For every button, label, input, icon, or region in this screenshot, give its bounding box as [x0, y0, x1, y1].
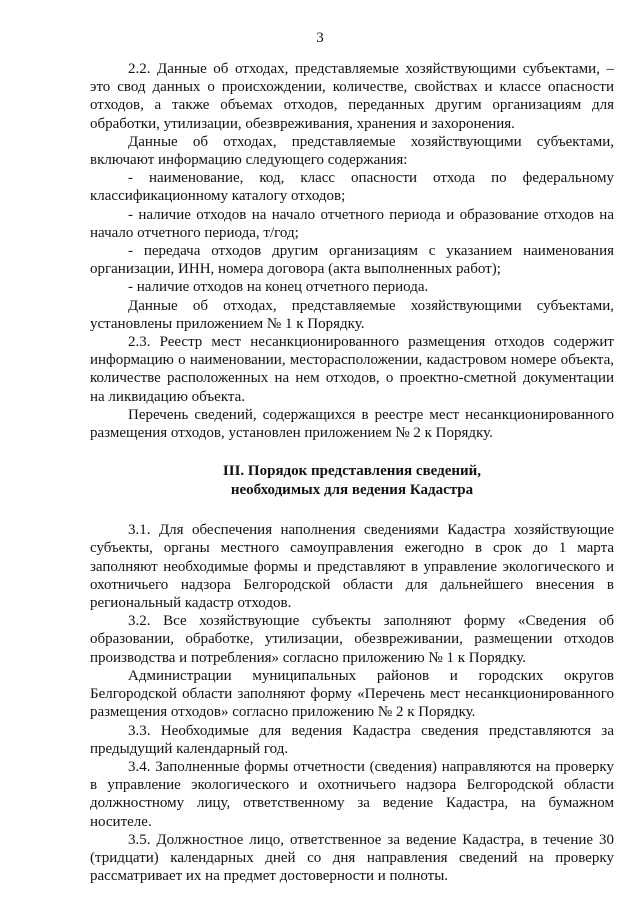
section-heading-line-1: III. Порядок представления сведений,	[222, 463, 482, 480]
page-number: 3	[316, 30, 324, 46]
paragraph-administrations: Администрации муниципальных районов и городских округов Белгородской области заполняют форму «Перечень мест несанкционированного размещения отходов» согласно приложению № 2 к Порядку.	[90, 667, 614, 721]
paragraph-2-3: 2.3. Реестр мест несанкционированного размещения отходов содержит информацию о наименовании, месторасположении, кадастровом номере объекта, количестве расположенных на нем отходов, о проектно-сметной документации на ликвидацию объекта.	[90, 334, 614, 405]
paragraph-appendix-1: Данные об отходах, представляемые хозяйствующими субъектами, установлены приложением № 1 к Порядку.	[90, 297, 614, 332]
paragraph-2-2: 2.2. Данные об отходах, представляемые хозяйствующими субъектами, – это свод данных о происхождении, количестве, свойствах и классе опасности отходов, а также объемах отходов, переданных другим организациям для обработки, утилизации, обезвреживания, хранения и захоронения.	[90, 61, 614, 132]
list-item-waste-transfer: - передача отходов другим организациям с указанием наименования организации, ИНН, номера договора (акта выполненных работ);	[90, 243, 614, 278]
document-body	[90, 60, 614, 885]
paragraph-3-1: 3.1. Для обеспечения наполнения сведениями Кадастра хозяйствующие субъекты, органы местного самоуправления ежегодно в срок до 1 марта заполняют необходимые формы и представляют в управление экологического и охотничьего надзора Белгородской области для дальнейшего внесения в региональный кадастр отходов.	[90, 522, 614, 612]
section-heading	[90, 462, 614, 500]
paragraph-3-2: 3.2. Все хозяйствующие субъекты заполняют форму «Сведения об образовании, обработке, утилизации, обезвреживании, размещении отходов производства и потребления» согласно приложению № 1 к Порядку.	[90, 613, 614, 666]
paragraph-3-4: 3.4. Заполненные формы отчетности (сведения) направляются на проверку в управление экологического и охотничьего надзора Белгородской области должностному лицу, ответственному за ведение Кадастра, на бумажном носителе.	[90, 758, 614, 830]
paragraph-3-5: 3.5. Должностное лицо, ответственное за ведение Кадастра, в течение 30 (тридцати) календарных дней со дня направления сведений на проверку рассматривает их на предмет достоверности и полноты.	[90, 831, 614, 885]
paragraph-waste-data-contents: Данные об отходах, представляемые хозяйствующими субъектами, включают информацию следующего содержания:	[90, 133, 614, 169]
list-item-name-code-class: - наименование, код, класс опасности отхода по федеральному классификационному каталогу отходов;	[90, 170, 614, 205]
list-item-waste-at-end: - наличие отходов на конец отчетного периода.	[128, 279, 429, 296]
paragraph-3-3: 3.3. Необходимые для ведения Кадастра сведения представляются за предыдущий календарный год.	[90, 722, 614, 757]
list-item-waste-at-start: - наличие отходов на начало отчетного периода и образование отходов на начало отчетного периода, т/год;	[90, 206, 614, 241]
paragraph-appendix-2: Перечень сведений, содержащихся в реестре мест несанкционированного размещения отходов, установлен приложением № 2 к Порядку.	[90, 406, 614, 442]
section-heading-line-2: необходимых для ведения Кадастра	[230, 482, 474, 499]
